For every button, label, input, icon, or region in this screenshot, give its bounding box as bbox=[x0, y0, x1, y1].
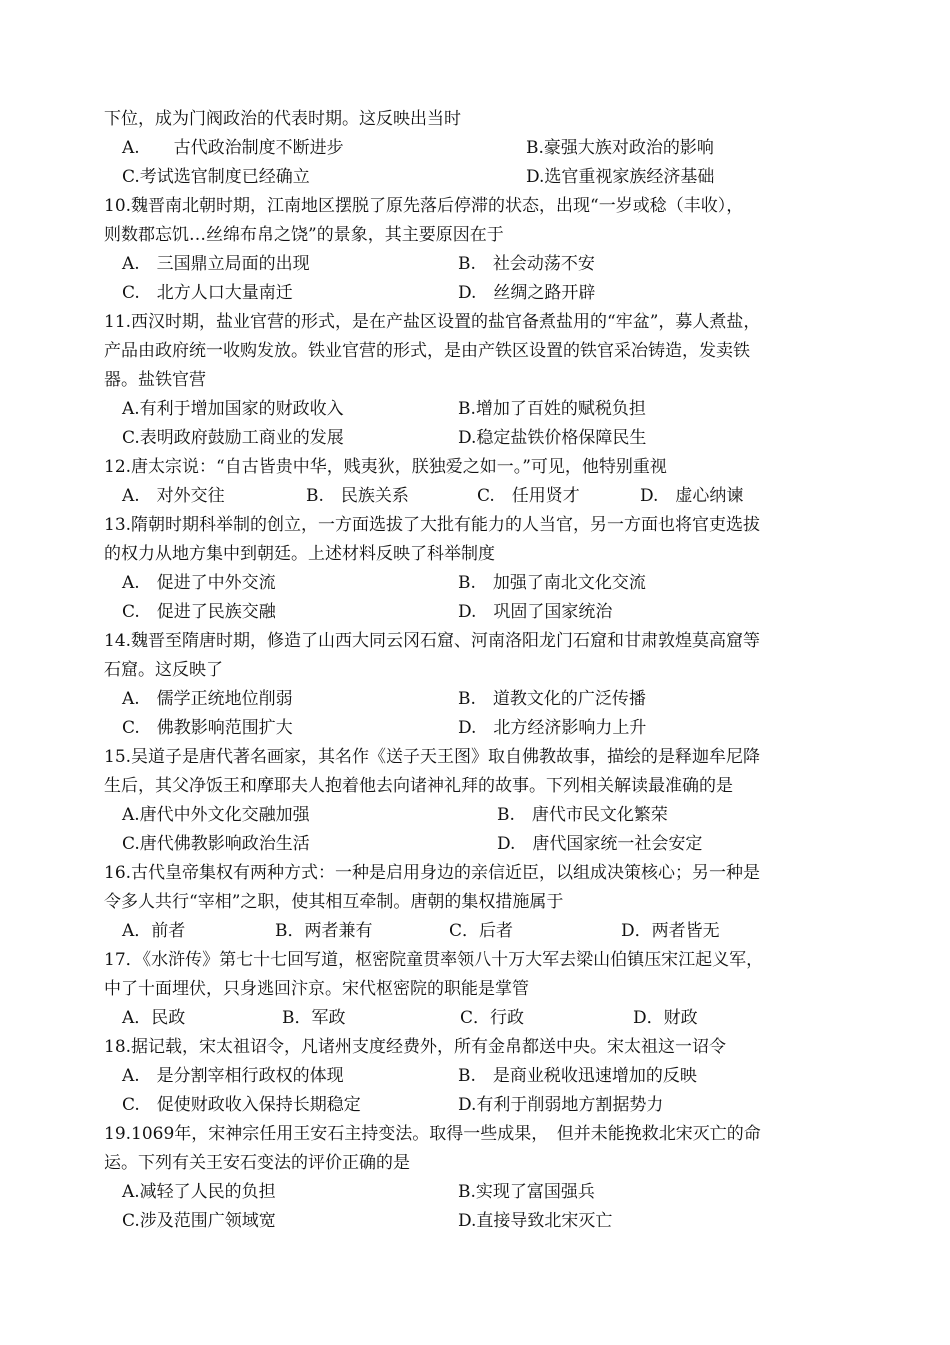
q12-option-b: B. 民族关系 bbox=[306, 486, 409, 506]
q13-option-d: D. 巩固了国家统治 bbox=[458, 602, 613, 622]
q11-option-c: C.表明政府鼓励工商业的发展 bbox=[122, 428, 344, 448]
q13-option-b: B. 加强了南北文化交流 bbox=[458, 573, 646, 593]
q15-option-b: B. 唐代市民文化繁荣 bbox=[497, 805, 668, 825]
q16-option-a: A．前者 bbox=[122, 921, 186, 941]
q15-option-d: D. 唐代国家统一社会安定 bbox=[497, 834, 703, 854]
q15-stem-line2: 生后，其父净饭王和摩耶夫人抱着他去向诸神礼拜的故事。下列相关解读最准确的是 bbox=[104, 776, 733, 796]
q13-stem-line1: 13.隋朝时期科举制的创立，一方面选拔了大批有能力的人当官，另一方面也将官吏选拔 bbox=[104, 515, 761, 535]
q17-stem-line2: 中了十面埋伏，只身逃回汴京。宋代枢密院的职能是掌管 bbox=[104, 979, 529, 999]
q11-option-b: B.增加了百姓的赋税负担 bbox=[458, 399, 646, 419]
q12-option-a: A. 对外交往 bbox=[122, 486, 225, 506]
q19-option-c: C.涉及范围广领域宽 bbox=[122, 1211, 276, 1231]
q11-option-d: D.稳定盐铁价格保障民生 bbox=[458, 428, 647, 448]
q16-option-c: C．后者 bbox=[449, 921, 514, 941]
q14-option-c: C. 佛教影响范围扩大 bbox=[122, 718, 293, 738]
q12-option-d: D. 虚心纳谏 bbox=[640, 486, 744, 506]
q9-option-b: B.豪强大族对政治的影响 bbox=[526, 138, 714, 158]
q13-option-a: A. 促进了中外交流 bbox=[122, 573, 276, 593]
q14-option-b: B. 道教文化的广泛传播 bbox=[458, 689, 646, 709]
q15-option-c: C.唐代佛教影响政治生活 bbox=[122, 834, 310, 854]
q9-option-a: A. 古代政治制度不断进步 bbox=[122, 138, 344, 158]
q16-stem-line2: 令多人共行“宰相”之职，使其相互牵制。唐朝的集权措施属于 bbox=[104, 892, 564, 912]
q9-option-c: C.考试选官制度已经确立 bbox=[122, 167, 310, 187]
q19-stem-line2: 运。下列有关王安石变法的评价正确的是 bbox=[104, 1153, 410, 1173]
q19-option-a: A.减轻了人民的负担 bbox=[122, 1182, 276, 1202]
q10-option-b: B. 社会动荡不安 bbox=[458, 254, 595, 274]
q12-stem-line1: 12.唐太宗说：“自古皆贵中华，贱夷狄，朕独爱之如一。”可见，他特别重视 bbox=[104, 457, 667, 477]
q18-option-a: A. 是分割宰相行政权的体现 bbox=[122, 1066, 344, 1086]
q17-option-c: C．行政 bbox=[460, 1008, 525, 1028]
q19-stem-line1: 19.1069年，宋神宗任用王安石主持变法。取得一些成果， 但并未能挽救北宋灭亡的命 bbox=[104, 1124, 761, 1144]
q19-option-d: D.直接导致北宋灭亡 bbox=[458, 1211, 613, 1231]
q18-option-c: C. 促使财政收入保持长期稳定 bbox=[122, 1095, 361, 1115]
q10-stem-line2: 则数郡忘饥…丝绵布帛之饶”的景象，其主要原因在于 bbox=[104, 225, 504, 245]
q17-stem-line1: 17．《水浒传》第七十七回写道，枢密院童贯率领八十万大军去梁山伯镇压宋江起义军， bbox=[104, 950, 764, 970]
q18-option-d: D.有利于削弱地方割据势力 bbox=[458, 1095, 664, 1115]
q16-stem-line1: 16.古代皇帝集权有两种方式：一种是启用身边的亲信近臣，以组成决策核心；另一种是 bbox=[104, 863, 761, 883]
q17-option-d: D．财政 bbox=[633, 1008, 698, 1028]
q10-option-a: A. 三国鼎立局面的出现 bbox=[122, 254, 310, 274]
q10-stem-line1: 10.魏晋南北朝时期，江南地区摆脱了原先落后停滞的状态，出现“一岁或稔（丰收）， bbox=[104, 196, 744, 216]
q15-stem-line1: 15.吴道子是唐代著名画家，其名作《送子天王图》取自佛教故事，描绘的是释迦牟尼降 bbox=[104, 747, 761, 767]
q10-option-c: C. 北方人口大量南迁 bbox=[122, 283, 293, 303]
q14-option-d: D. 北方经济影响力上升 bbox=[458, 718, 647, 738]
q10-option-d: D. 丝绸之路开辟 bbox=[458, 283, 596, 303]
q9-stem-tail: 下位，成为门阀政治的代表时期。这反映出当时 bbox=[104, 109, 461, 129]
q17-option-b: B．军政 bbox=[282, 1008, 346, 1028]
q16-option-b: B．两者兼有 bbox=[275, 921, 373, 941]
q13-stem-line2: 的权力从地方集中到朝廷。上述材料反映了科举制度 bbox=[104, 544, 495, 564]
q11-stem-line3: 器。盐铁官营 bbox=[104, 370, 206, 390]
q18-option-b: B. 是商业税收迅速增加的反映 bbox=[458, 1066, 697, 1086]
q14-option-a: A. 儒学正统地位削弱 bbox=[122, 689, 293, 709]
q18-stem-line1: 18.据记载，宋太祖诏令，凡诸州支度经费外，所有金帛都送中央。宋太祖这一诏令 bbox=[104, 1037, 727, 1057]
q16-option-d: D．两者皆无 bbox=[621, 921, 720, 941]
q14-stem-line1: 14.魏晋至隋唐时期，修造了山西大同云冈石窟、河南洛阳龙门石窟和甘肃敦煌莫高窟等 bbox=[104, 631, 761, 651]
q13-option-c: C. 促进了民族交融 bbox=[122, 602, 276, 622]
q11-stem-line2: 产品由政府统一收购发放。铁业官营的形式，是由产铁区设置的铁官采冶铸造，发卖铁 bbox=[104, 341, 750, 361]
q15-option-a: A.唐代中外文化交融加强 bbox=[122, 805, 310, 825]
q9-option-d: D.选官重视家族经济基础 bbox=[526, 167, 715, 187]
q19-option-b: B.实现了富国强兵 bbox=[458, 1182, 595, 1202]
q12-option-c: C. 任用贤才 bbox=[477, 486, 580, 506]
q17-option-a: A．民政 bbox=[122, 1008, 186, 1028]
q14-stem-line2: 石窟。这反映了 bbox=[104, 660, 223, 680]
q11-stem-line1: 11.西汉时期，盐业官营的形式，是在产盐区设置的盐官备煮盐用的“牢盆”，募人煮盐， bbox=[104, 312, 761, 332]
q11-option-a: A.有利于增加国家的财政收入 bbox=[122, 399, 344, 419]
